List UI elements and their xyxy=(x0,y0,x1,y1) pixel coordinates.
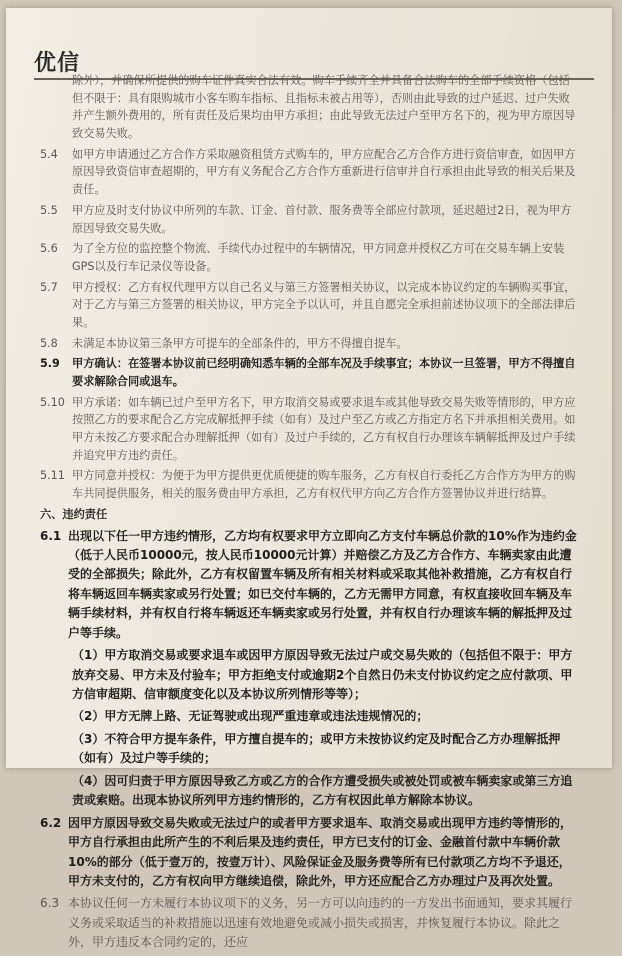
clause-text: 甲方确认：在签署本协议前已经明确知悉车辆的全部车况及手续事宜；本协议一旦签署，甲方不得擅自要求解除合同或退车。 xyxy=(72,357,576,388)
subclause-3: （3）不符合甲方提车条件，甲方擅自提车的；或甲方未按协议约定及时配合乙方办理解抵押（如有）及过户等手续的； xyxy=(72,731,561,766)
brand-logo: 优信 xyxy=(34,51,81,76)
document-page xyxy=(6,8,612,950)
clause-number: 5.9 xyxy=(40,357,60,371)
subclause-4: （4）因可归责于甲方原因导致乙方或乙方的合作方遭受损失或被处罚或被车辆卖家或第三方追责或索赔。出现本协议所列甲方违约情形的，乙方有权因此单方解除本协议。 xyxy=(72,773,573,808)
clause-number: 5.8 xyxy=(40,336,58,350)
clause-text: 甲方应及时支付协议中所列的车款、订金、首付款、服务费等全部应付款项，延迟超过2日，视为甲方原因导致交易失败。 xyxy=(72,203,572,235)
agreement-body xyxy=(40,72,580,956)
subclause-1: （1）甲方取消交易或要求退车或因甲方原因导致无法过户或交易失败的（包括但不限于：甲方放弃交易、甲方未及付验车；甲方拒绝支付或逾期2个自然日仍未支付协议约定之应付款项、甲方信审超期、信审额度变化以及本协议所列情形等等）； xyxy=(72,648,573,701)
liability-clauses xyxy=(40,527,580,953)
clause-text: 因甲方原因导致交易失败或无法过户的或者甲方要求退车、取消交易或出现甲方违约等情形的，甲方自行承担由此所产生的不利后果及违约责任，甲方已支付的订金、金融首付款中车辆价款10%的部分（低于壹万的，按壹万计）、风险保证金及服务费等所有已付款项乙方均不予退还，甲方未支付的，乙方有权向甲方继续追偿，除此外，甲方还应配合乙方办理过户及再次处置。 xyxy=(68,815,573,888)
clause-text: 如甲方申请通过乙方合作方采取融资租赁方式购车的，甲方应配合乙方合作方进行资信审查，如因甲方原因导致资信审查超期的，甲方有义务配合乙方合作方重新进行信审并自行承担由此导致的相关后果及责任。 xyxy=(72,147,576,197)
clause-number: 5.10 xyxy=(40,395,65,409)
clause-5-11 xyxy=(40,467,580,502)
section-heading-liability: 六、违约责任 xyxy=(40,507,108,521)
clause-text: 甲方承诺：如车辆已过户至甲方名下，甲方取消交易或要求退车或其他导致交易失败等情形的，甲方应按照乙方的要求配合乙方完成解抵押手续（如有）及过户至乙方或乙方指定方名下并承担相关费用。如甲方未按乙方要求配合办理解抵押（如有）及过户手续的，乙方有权自行办理该车辆解抵押及过户手续并追究甲方违约责任。 xyxy=(72,395,576,462)
clause-5-7 xyxy=(40,279,580,332)
clause-text: 未满足本协议第三条甲方可提车的全部条件的，甲方不得擅自提车。 xyxy=(72,336,408,350)
clause-5-3-continuation: 除外），并确保所提供的购车证件真实合法有效。购车手续齐全并具备合法购车的全部手续资格（包括但不限于：具有限购城市小客车购车指标、且指标未被占用等），否则由此导致的过户延迟、过户失败并产生额外费用的，所有责任及后果均由甲方承担；由此导致无法过户至甲方名下的，视为甲方原因导致交易失败。 xyxy=(72,74,576,141)
subclause-2: （2）甲方无牌上路、无证驾驶或出现严重违章或违法违规情况的； xyxy=(72,709,429,724)
clause-number: 6.2 xyxy=(40,815,62,830)
clause-6-3 xyxy=(40,894,580,952)
clause-5-9 xyxy=(40,355,580,390)
clause-5-8 xyxy=(40,335,580,353)
clause-text: 为了全方位的监控整个物流、手续代办过程中的车辆情况，甲方同意并授权乙方可在交易车辆上安装GPS以及行车记录仪等设备。 xyxy=(72,242,565,273)
clause-number: 5.5 xyxy=(40,203,58,217)
clause-number: 5.6 xyxy=(40,242,58,256)
clause-number: 6.3 xyxy=(40,896,60,911)
clause-6-1 xyxy=(40,527,580,644)
clause-5-5 xyxy=(40,202,580,237)
clause-5-6 xyxy=(40,240,580,275)
clause-6-2 xyxy=(40,814,580,892)
clause-text: 本协议任何一方未履行本协议项下的义务，另一方可以向违约的一方发出书面通知，要求其履行义务或采取适当的补救措施以迅速有效地避免或减小损失或损害，并恢复履行本协议。除此之外，甲方违反本合同约定的，还应 xyxy=(68,896,573,950)
clause-5-4 xyxy=(40,146,580,199)
clause-number: 5.7 xyxy=(40,280,58,294)
clause-number: 6.1 xyxy=(40,528,62,543)
clause-number: 5.11 xyxy=(40,469,65,483)
clause-number: 5.4 xyxy=(40,147,58,161)
clause-text: 甲方授权：乙方有权代理甲方以自己名义与第三方签署相关协议，以完成本协议约定的车辆购买事宜，对于乙方与第三方签署的相关协议，甲方完全予以认可，并且自愿完全承担前述协议项下的全部法律后果。 xyxy=(72,280,576,329)
clause-text: 出现以下任一甲方违约情形，乙方均有权要求甲方立即向乙方支付车辆总价款的10%作为违约金（低于人民币10000元，按人民币10000元计算）并赔偿乙方及乙方合作方、车辆卖家由此遭受的全部损失；除此外，乙方有权留置车辆及所有相关材料或采取其他补救措施，乙方有权自行将车辆返回车辆卖家或另行处置；如已交付车辆的，乙方无需甲方同意，有权直接收回车辆及车辆手续材料，并有权自行将车辆返还车辆卖家或另行处置，并有权自行办理该车辆的解抵押及过户等手续。 xyxy=(68,528,577,640)
clause-text: 甲方同意并授权：为便于为甲方提供更优质便捷的购车服务，乙方有权自行委托乙方合作方为甲方的购车共同提供服务，相关的服务费由甲方承担，乙方有权代甲方向乙方合作方签署协议并进行结算。 xyxy=(72,469,576,501)
clause-5-10 xyxy=(40,394,580,465)
